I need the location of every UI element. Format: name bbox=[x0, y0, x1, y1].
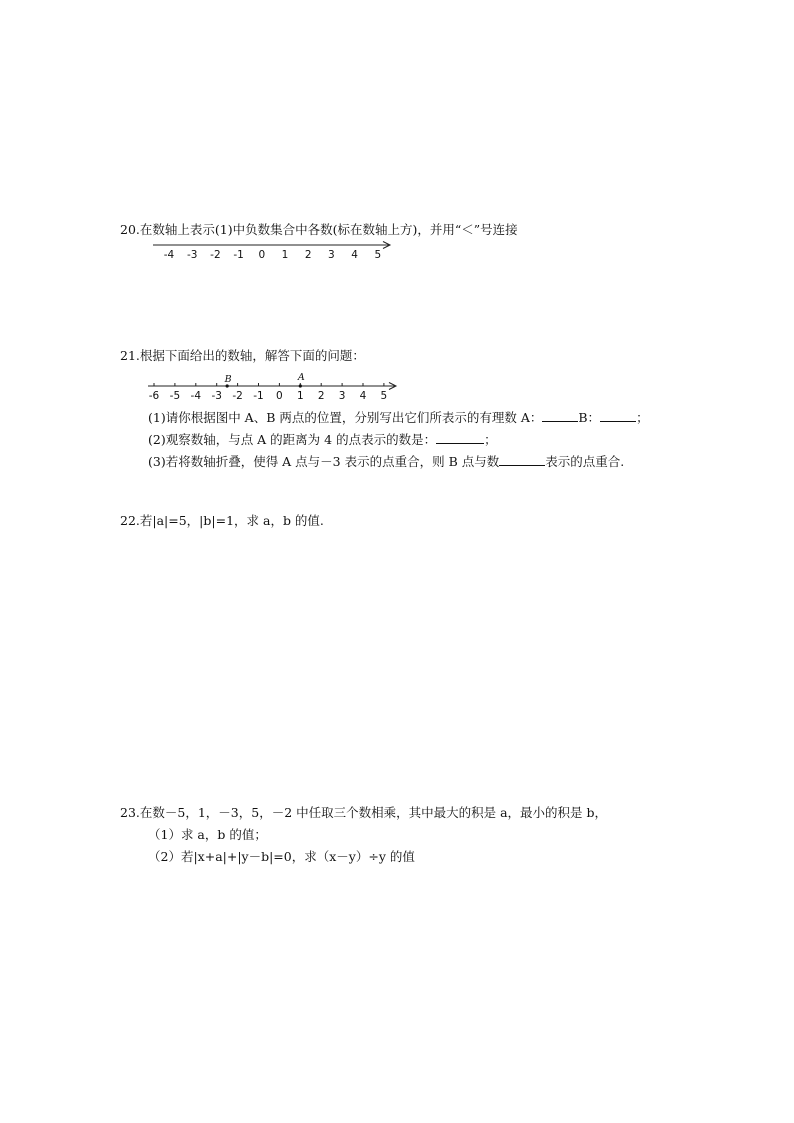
tick-label: 2 bbox=[304, 249, 312, 261]
tick-label: 4 bbox=[351, 249, 358, 261]
question-20-text: 20.在数轴上表示(1)中负数集合中各数(标在数轴上方)，并用“＜”号连接 bbox=[120, 222, 518, 237]
tick-label: -4 bbox=[163, 249, 175, 261]
q21-part2-end: ； bbox=[484, 432, 497, 447]
answer-blank-b[interactable] bbox=[600, 410, 636, 422]
tick-label: -1 bbox=[233, 249, 244, 261]
point-a bbox=[299, 384, 302, 387]
tick-label: 0 bbox=[276, 390, 283, 402]
question-23-text: 23.在数－5，1，－3，5，－2 中任取三个数相乘，其中最大的积是 a，最小的积是 b， bbox=[120, 805, 608, 820]
q21-part1-prefix: (1)请你根据图中 A、B 两点的位置，分别写出它们所表示的有理数 A： bbox=[148, 410, 543, 425]
tick-label: 1 bbox=[296, 390, 304, 402]
tick-label: -5 bbox=[169, 390, 181, 402]
question-21-part-2 bbox=[148, 432, 497, 448]
question-21-text: 21.根据下面给出的数轴，解答下面的问题： bbox=[120, 348, 365, 363]
tick-label: 5 bbox=[380, 390, 388, 402]
tick-label: -1 bbox=[253, 390, 264, 402]
tick-label: -3 bbox=[211, 390, 222, 402]
tick-label: -6 bbox=[148, 390, 160, 402]
question-22-text: 22.若|a|=5，|b|=1，求 a，b 的值. bbox=[120, 513, 324, 528]
tick-label: -3 bbox=[186, 249, 198, 261]
question-23-part-1: （1）求 a，b 的值； bbox=[148, 827, 267, 842]
tick-label: 1 bbox=[281, 249, 289, 261]
answer-blank-distance[interactable] bbox=[436, 432, 484, 444]
q21-part3-prefix: (3)若将数轴折叠，使得 A 点与－3 表示的点重合，则 B 点与数 bbox=[148, 454, 500, 469]
answer-blank-a[interactable] bbox=[542, 410, 578, 422]
tick-label: -2 bbox=[232, 390, 243, 402]
tick-label: 4 bbox=[359, 390, 367, 402]
q21-part3-end: 表示的点重合. bbox=[545, 454, 625, 469]
question-21-part-3 bbox=[148, 454, 624, 470]
q21-part1-mid: B： bbox=[578, 410, 601, 425]
tick-label: 0 bbox=[258, 249, 266, 261]
q21-part2-prefix: (2)观察数轴，与点 A 的距离为 4 的点表示的数是： bbox=[148, 432, 437, 447]
tick-label: 5 bbox=[374, 249, 382, 261]
tick-label: -2 bbox=[210, 249, 221, 261]
question-23-part-2: （2）若|x+a|+|y－b|=0，求（x－y）÷y 的值 bbox=[148, 849, 415, 864]
answer-blank-fold[interactable] bbox=[499, 454, 545, 466]
tick-label: 3 bbox=[338, 390, 346, 402]
q21-part1-end: ； bbox=[636, 410, 649, 425]
point-b-label: B bbox=[224, 374, 232, 385]
tick-label: -4 bbox=[190, 390, 202, 402]
question-21-part-1 bbox=[148, 410, 649, 426]
tick-label: 3 bbox=[328, 249, 335, 261]
point-a-label: A bbox=[297, 372, 305, 383]
tick-label: 2 bbox=[317, 390, 325, 402]
